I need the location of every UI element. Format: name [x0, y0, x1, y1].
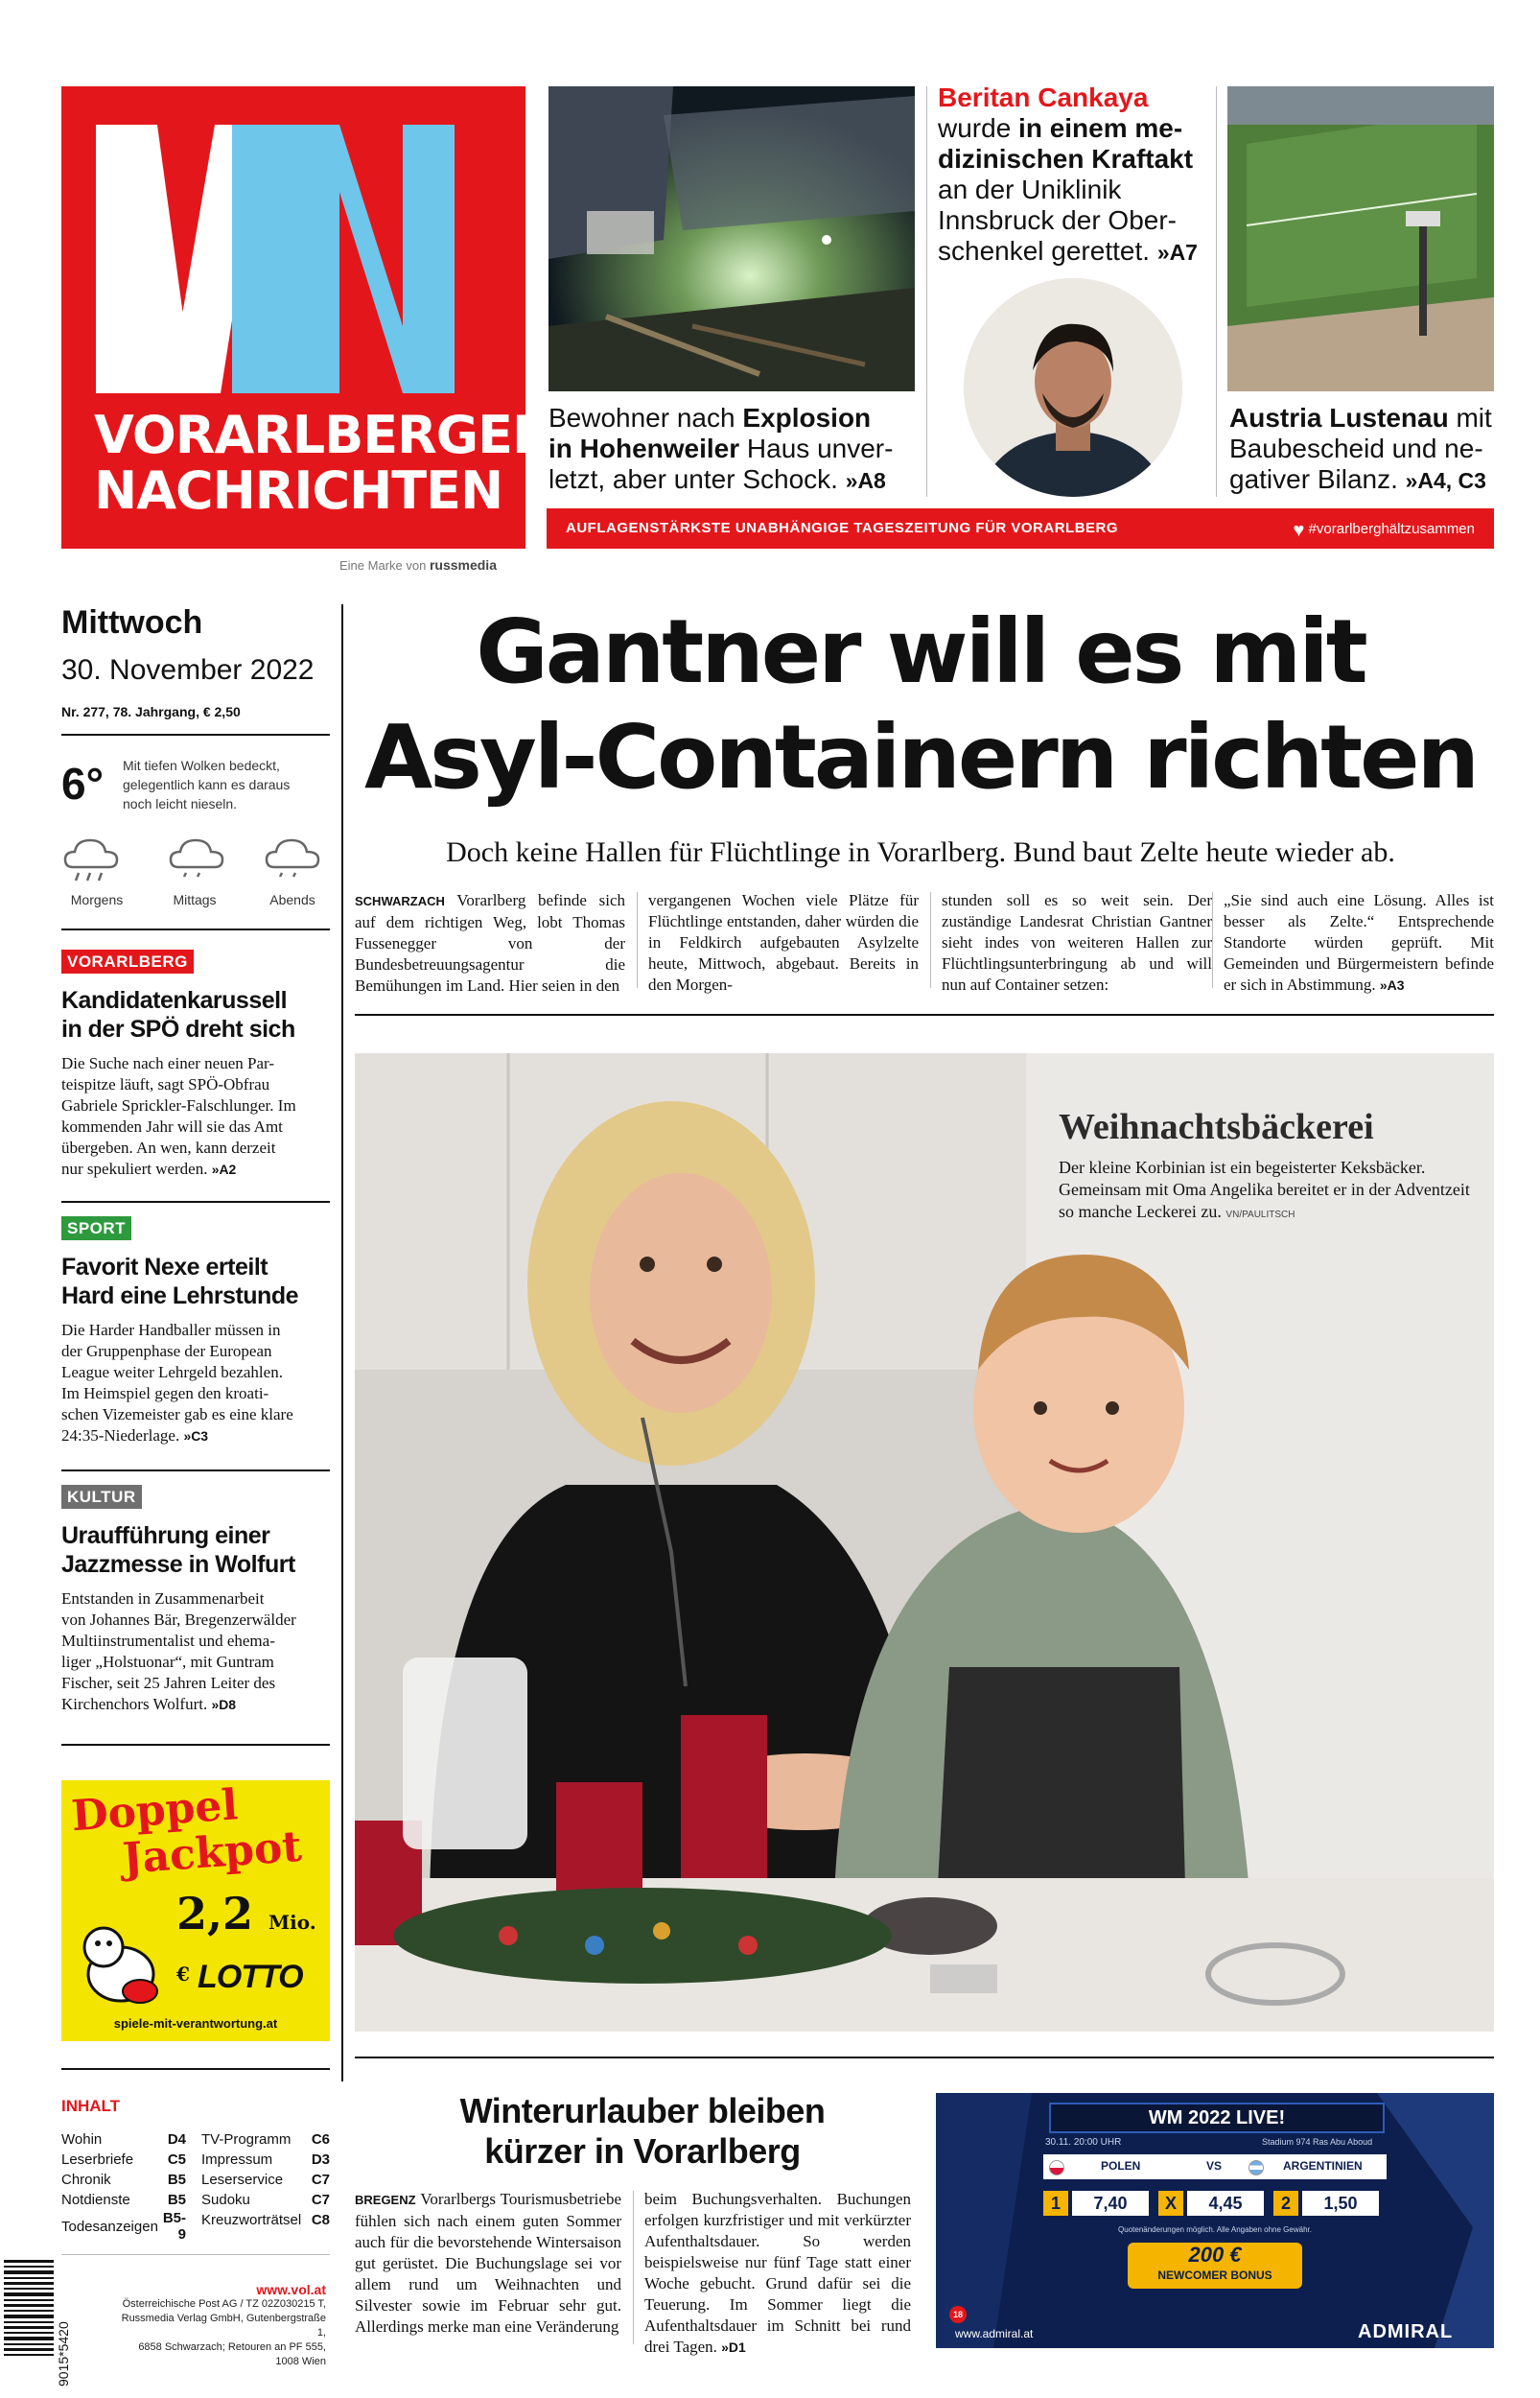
teaser-text: gativer Bilanz. — [1229, 464, 1398, 494]
admiral-logo: ADMIRAL — [1358, 2321, 1454, 2342]
teaser-text: mit — [1448, 403, 1492, 433]
poland-flag-icon — [1049, 2160, 1064, 2175]
page-reference[interactable]: »A4, C3 — [1405, 468, 1486, 493]
inhalt-row[interactable] — [201, 2129, 330, 2150]
column-text: beim Buchungsverhalten. Buchungen erfolgen kurzfristiger und mit verkürzter Aufenthaltsdauer. So werden beispielsweise nur fünf Tage statt einer Woche gebucht. Grund dafür sei die Teuerung. Im Sommer liegt die Aufenthaltsdauer im Schnitt bei rund drei Tagen. — [644, 2190, 911, 2356]
teaser-bold: in Hohenweiler — [548, 434, 740, 463]
cankaya-portrait[interactable] — [964, 278, 1182, 497]
divider — [61, 734, 330, 736]
inhalt-row[interactable] — [61, 2129, 186, 2150]
inhalt-label: Impressum — [201, 2151, 273, 2168]
inhalt-row[interactable] — [61, 2170, 186, 2190]
lead-column-3: stunden soll es so weit sein. Der zuständige Landesrat Christian Gantner sieht indes von weiteren Hallen zur Flüchtlingsunterbringung ab und will nun auf Container setzen: — [942, 891, 1212, 994]
sidebar-story-headline[interactable] — [61, 1521, 349, 1579]
body-line: Entstanden in Zusammenarbeit — [61, 1589, 265, 1608]
odds-label: 1 — [1043, 2191, 1068, 2216]
stadium-photo[interactable] — [1227, 86, 1494, 391]
photo-caption — [1059, 1157, 1471, 1226]
column-text: „Sie sind auch eine Lösung. Alles ist besser als Zelte.“ Entsprechende Standorte würden geprüft. Mit Gemeinden und Bürgermeistern befinde er sich in Abstimmung. — [1224, 891, 1494, 994]
inhalt-page: B5 — [167, 2192, 186, 2208]
body-line: kommenden Jahr will sie das Amt — [61, 1117, 283, 1136]
headline-line: Kandidatenkarussell — [61, 987, 288, 1014]
column-divider — [926, 86, 927, 497]
column-divider — [341, 604, 343, 2081]
winter-column-2 — [644, 2189, 911, 2358]
banner — [547, 508, 1494, 549]
column-divider — [637, 892, 638, 988]
teaser-name: Beritan Cankaya — [938, 82, 1149, 112]
imprint-line: Russmedia Verlag GmbH, Gutenbergstraße 1, — [121, 2313, 326, 2339]
body-line: übergeben. An wen, kann derzeit — [61, 1139, 276, 1157]
page-reference[interactable]: »A3 — [1379, 977, 1405, 993]
divider — [61, 1469, 330, 1471]
divider — [61, 2068, 330, 2070]
lotto-amount-unit: Mio. € — [176, 1911, 316, 1986]
headline-line: in der SPÖ dreht sich — [61, 1016, 295, 1043]
inhalt-label: Chronik — [61, 2172, 111, 2188]
page-reference[interactable]: »D8 — [211, 1697, 237, 1712]
divider — [61, 2254, 330, 2255]
weather-icons — [61, 833, 339, 890]
lead-column-1 — [355, 890, 625, 997]
teaser-bold: dizinischen Kraftakt — [938, 144, 1194, 174]
teaser-explosion[interactable] — [548, 403, 913, 496]
sidebar-story-headline[interactable] — [61, 986, 349, 1044]
inhalt-row[interactable] — [201, 2210, 330, 2230]
odds-cell[interactable] — [1273, 2187, 1388, 2220]
odds-value: 4,45 — [1187, 2191, 1264, 2216]
winter-headline[interactable] — [355, 2091, 930, 2172]
inhalt-right — [201, 2129, 330, 2230]
teaser-text: schenkel gerettet. — [938, 236, 1151, 266]
vn-logo[interactable] — [61, 86, 551, 549]
ad-venue: Stadium 974 Ras Abu Aboud — [1262, 2137, 1373, 2147]
teaser-lustenau[interactable] — [1229, 403, 1498, 496]
body-line: Kirchenchors Wolfurt. — [61, 1695, 208, 1713]
sidebar-story-body — [61, 1053, 335, 1180]
weather-line: Mit tiefen Wolken bedeckt, — [123, 758, 280, 773]
inhalt-label: Wohin — [61, 2131, 103, 2148]
column-text: Vorarlberg befinde sich auf dem richtigen Weg, lobt Thomas Fussenegger von der Bundesbetreuungsagentur die Bemühungen im Land. Hier seien in den — [355, 891, 625, 995]
inhalt-row[interactable] — [201, 2170, 330, 2190]
body-line: liger „Holstuonar“, mit Guntram — [61, 1653, 274, 1671]
bonus-amount: 200 € — [1188, 2243, 1242, 2267]
admiral-ad[interactable] — [936, 2093, 1494, 2348]
banner-hashtag[interactable] — [1294, 520, 1475, 542]
lead-column-4 — [1224, 890, 1494, 996]
lotto-logo: LOTTO — [198, 1959, 303, 1995]
column-divider — [1212, 892, 1213, 988]
odds-label: 2 — [1273, 2191, 1298, 2216]
inhalt-row[interactable] — [201, 2190, 330, 2210]
inhalt-page: C6 — [311, 2131, 330, 2148]
inhalt-label: Sudoku — [201, 2192, 250, 2208]
body-line: teispitze läuft, sagt SPÖ-Obfrau — [61, 1075, 270, 1093]
page-reference[interactable]: »C3 — [183, 1428, 209, 1444]
barcode — [4, 2260, 54, 2385]
lotto-mascot-icon — [71, 1915, 167, 2010]
age-18-icon: 18 — [949, 2306, 967, 2323]
inhalt-label: Leserservice — [201, 2172, 284, 2188]
teaser-bold: in einem me- — [1018, 113, 1183, 143]
sidebar-story-body — [61, 1588, 335, 1715]
body-line: von Johannes Bär, Bregenzerwälder — [61, 1610, 296, 1629]
team-1: POLEN — [1101, 2159, 1141, 2173]
lotto-footer[interactable]: spiele-mit-verantwortung.at — [113, 2016, 278, 2031]
body-line: Die Harder Handballer müssen in — [61, 1321, 281, 1339]
dateline: SCHWARZACH — [355, 894, 445, 908]
weather-label-morning: Morgens — [70, 892, 124, 907]
odds-value: 7,40 — [1072, 2191, 1149, 2216]
ad-teams-bar — [1043, 2154, 1387, 2179]
teaser-text: an der Uniklinik — [938, 175, 1122, 204]
section-tag-sport[interactable]: SPORT — [61, 1216, 131, 1240]
page-reference[interactable]: »D1 — [721, 2339, 746, 2355]
headline-line: Jazzmesse in Wolfurt — [61, 1551, 295, 1578]
section-tag-vorarlberg[interactable]: VORARLBERG — [61, 950, 194, 974]
ad-odds-row — [1043, 2187, 1387, 2220]
inhalt-page: C5 — [167, 2151, 186, 2168]
headline-line: Gantner will es mit — [476, 600, 1365, 703]
divider — [61, 1201, 330, 1203]
inhalt-left — [61, 2129, 186, 2243]
barcode-number: 9015*5420 — [56, 2321, 71, 2386]
inhalt-label: Leserbriefe — [61, 2151, 134, 2168]
inhalt-page: B5-9 — [162, 2210, 186, 2243]
heart-icon: ♥ — [1293, 520, 1305, 541]
body-line: Fischer, seit 25 Jahren Leiter des — [61, 1674, 276, 1692]
teaser-text: letzt, aber unter Schock. — [548, 464, 838, 494]
inhalt-row[interactable] — [201, 2150, 330, 2170]
lotto-line: Doppel — [69, 1780, 240, 1842]
teaser-text: Baubescheid und ne- — [1229, 434, 1483, 463]
sidebar-story-headline[interactable] — [61, 1253, 349, 1310]
banner-slogan: AUFLAGENSTÄRKSTE UNABHÄNGIGE TAGESZEITUNG FÜR VORARLBERG — [566, 520, 1119, 536]
explosion-photo-image — [548, 86, 915, 391]
caption-text: Der kleine Korbinian ist ein begeisterter Keksbäcker. Gemeinsam mit Oma Angelika bereitet er in der Adventzeit so manche Leckerei zu. — [1059, 1158, 1470, 1221]
divider — [61, 1744, 330, 1746]
inhalt-label: Kreuzworträtsel — [201, 2212, 302, 2228]
column-divider — [1216, 86, 1217, 497]
section-tag-kultur[interactable]: KULTUR — [61, 1485, 142, 1509]
hashtag-text: #vorarlberghältzusammen — [1308, 521, 1475, 537]
photo-credit: VN/PAULITSCH — [1225, 1210, 1295, 1220]
teaser-text: Haus unver- — [739, 434, 894, 463]
body-line: League weiter Lehrgeld bezahlen. — [61, 1363, 283, 1381]
body-line: 24:35-Niederlage. — [61, 1426, 180, 1445]
portrait-image — [964, 278, 1182, 497]
inhalt-label: TV-Programm — [201, 2131, 292, 2148]
inhalt-label: Notdienste — [61, 2192, 130, 2208]
lead-headline[interactable] — [345, 600, 1496, 811]
site-url[interactable]: www.vol.at — [256, 2282, 326, 2297]
headline-line: kürzer in Vorarlberg — [484, 2131, 801, 2171]
versus-label: VS — [1206, 2159, 1223, 2173]
odds-value: 1,50 — [1302, 2191, 1379, 2216]
body-line: nur spekuliert werden. — [61, 1160, 208, 1178]
lotto-title — [70, 1778, 303, 1886]
odds-label: X — [1158, 2191, 1183, 2216]
inhalt-page: C7 — [311, 2192, 330, 2208]
cloud-rain-icon — [65, 840, 117, 881]
lead-column-2: vergangenen Wochen viele Plätze für Flüchtlinge entstanden, daher würden die in Feldkirch aufgebauten Asylzelte heute, Mittwoch, abgebaut. Bereits in den Morgen- — [648, 891, 919, 994]
teaser-bold: Austria Lustenau — [1229, 403, 1449, 433]
teaser-text: Innsbruck der Ober- — [938, 205, 1177, 235]
weather-label-evening: Abends — [269, 892, 315, 907]
odds-cell[interactable] — [1158, 2187, 1273, 2220]
body-line: der Gruppenphase der European — [61, 1342, 272, 1360]
weather-line: noch leicht nieseln. — [123, 796, 238, 811]
inhalt-page: D4 — [167, 2131, 186, 2148]
column-divider — [633, 2191, 634, 2344]
ad-disclaimer: Quotenänderungen möglich. Alle Angaben ohne Gewähr. — [1118, 2225, 1312, 2234]
weekday: Mittwoch — [61, 604, 203, 641]
bonus-button[interactable] — [1128, 2243, 1302, 2289]
temperature: 6° — [61, 759, 104, 809]
weather-label-noon: Mittags — [173, 892, 217, 907]
page-reference[interactable]: »A8 — [845, 468, 886, 493]
ad-datetime: 30.11. 20:00 UHR — [1045, 2137, 1122, 2148]
odds-cell[interactable] — [1043, 2187, 1158, 2220]
imprint-line: Österreichische Post AG / TZ 02Z030215 T, — [122, 2298, 326, 2310]
weather-description — [123, 756, 334, 813]
stadium-photo-image — [1227, 86, 1494, 391]
inhalt-page: C7 — [311, 2172, 330, 2188]
cloud-drizzle-icon — [267, 840, 318, 877]
headline-line: Asyl-Containern richten — [363, 706, 1478, 809]
dateline: BREGENZ — [355, 2193, 416, 2207]
column-text: Vorarlbergs Tourismusbetriebe fühlen sich nach einem guten Sommer auch für die bevorstehende Wintersaison gut gerüstet. Die Buchungslage sei vor allem rund um Weihnachten und Silvester sowie im Februar sehr gut. Allerdings merke man eine Veränderung — [355, 2190, 621, 2336]
ad-url[interactable]: www.admiral.at — [955, 2327, 1034, 2340]
inhalt-page: D3 — [311, 2151, 330, 2168]
page-reference[interactable]: »A7 — [1156, 240, 1198, 265]
teaser-text: wurde — [938, 113, 1019, 143]
body-line: Multiinstrumentalist und ehema- — [61, 1632, 275, 1650]
lead-subhead: Doch keine Hallen für Flüchtlinge in Vorarlberg. Bund baut Zelte heute wieder ab. — [446, 836, 1395, 868]
lotto-ad[interactable] — [61, 1780, 330, 2041]
headline-line: Uraufführung einer — [61, 1522, 270, 1549]
headline-line: Winterurlauber bleiben — [459, 2091, 826, 2130]
inhalt-page: C8 — [311, 2212, 330, 2228]
inhalt-row[interactable] — [61, 2190, 186, 2210]
body-line: schen Vizemeister gab es eine klare — [61, 1405, 293, 1423]
body-line: Im Heimspiel gegen den kroati- — [61, 1384, 269, 1402]
teaser-bold: Explosion — [742, 403, 872, 433]
issue-date: 30. November 2022 — [61, 654, 315, 686]
logo-line-1: VORARLBERGER — [94, 405, 551, 465]
cloud-drizzle-icon — [171, 840, 222, 877]
brand-prefix: Eine Marke von — [339, 558, 427, 573]
body-line: Die Suche nach einer neuen Par- — [61, 1054, 274, 1072]
divider — [355, 1014, 1494, 1016]
logo-text — [94, 405, 551, 521]
explosion-photo[interactable] — [548, 86, 915, 391]
winter-column-1 — [355, 2189, 621, 2338]
inhalt-label: Todesanzeigen — [61, 2218, 158, 2235]
teaser-text: Bewohner nach — [548, 403, 743, 433]
divider — [355, 2057, 1494, 2058]
body-line: Gabriele Sprickler-Falschlunger. Im — [61, 1096, 296, 1115]
imprint-line: 6858 Schwarzach; Retouren an PF 555, 1008 Wien — [138, 2341, 326, 2367]
page-reference[interactable]: »A2 — [211, 1162, 237, 1177]
imprint-footer — [115, 2283, 326, 2369]
russmedia-logo: russmedia — [429, 557, 497, 573]
sidebar-story-body — [61, 1320, 335, 1446]
divider — [61, 929, 330, 930]
inhalt-row[interactable] — [61, 2150, 186, 2170]
inhalt-row[interactable] — [61, 2210, 186, 2243]
lotto-line: Jackpot — [121, 1822, 304, 1884]
column-divider — [930, 892, 931, 988]
brand-line — [339, 557, 497, 573]
teaser-cankaya[interactable] — [938, 82, 1216, 268]
bonus-label: NEWCOMER BONUS — [1157, 2269, 1272, 2282]
issue-number: Nr. 277, 78. Jahrgang, € 2,50 — [61, 704, 241, 719]
ad-title: WM 2022 LIVE! — [1049, 2103, 1385, 2133]
inhalt-page: B5 — [167, 2172, 186, 2188]
inhalt-title: INHALT — [61, 2097, 121, 2115]
weather-line: gelegentlich kann es daraus — [123, 777, 291, 792]
headline-line: Favorit Nexe erteilt — [61, 1254, 268, 1281]
team-2: ARGENTINIEN — [1283, 2159, 1363, 2173]
lotto-amount-value: 2,2 — [176, 1888, 254, 1940]
headline-line: Hard eine Lehrstunde — [61, 1282, 298, 1309]
argentina-flag-icon — [1248, 2160, 1264, 2175]
logo-line-2: NACHRICHTEN — [94, 460, 503, 521]
photo-caption-title: Weihnachtsbäckerei — [1059, 1107, 1374, 1147]
